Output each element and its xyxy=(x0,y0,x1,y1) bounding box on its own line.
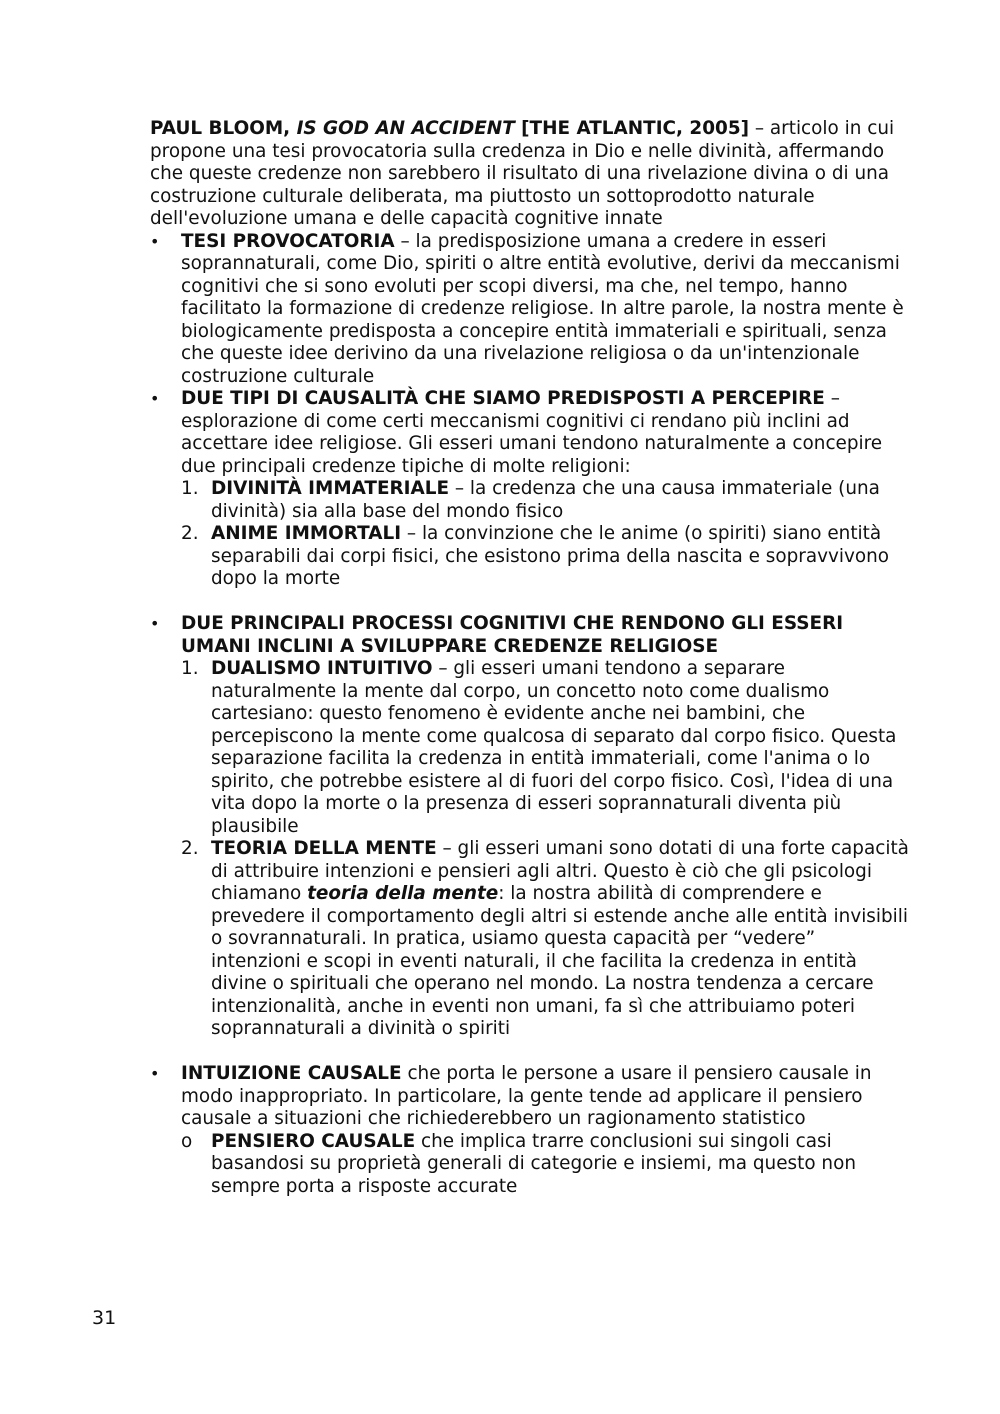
list-item xyxy=(181,658,910,838)
numbered-list xyxy=(181,478,910,591)
bullet-text: – esplorazione di come certi meccanismi cognitivi ci rendano più inclini ad accettare idee religiose. Gli esseri umani tendono naturalmente a concepire due principali credenze tipiche di molte religioni: xyxy=(181,388,883,477)
spacer xyxy=(181,1041,910,1064)
bullet-item-tesi xyxy=(150,231,910,389)
list-item-title: TEORIA DELLA MENTE xyxy=(211,838,437,859)
list-item xyxy=(181,1131,910,1199)
list-item-title: DUALISMO INTUITIVO xyxy=(211,658,433,679)
sub-list xyxy=(181,1131,910,1199)
bullet-list xyxy=(150,231,910,1199)
intro-author: PAUL BLOOM, xyxy=(150,118,297,139)
list-item-text: – la credenza che una causa immateriale (una divinità) sia alla base del mondo fisico xyxy=(211,478,880,522)
list-item-text: – la convinzione che le anime (o spiriti) siano entità separabili dai corpi fisici, che esistono prima della nascita e sopravvivono dopo la morte xyxy=(211,523,890,589)
bullet-item-processi xyxy=(150,613,910,1063)
list-item-title: DIVINITÀ IMMATERIALE xyxy=(211,478,450,499)
bullet-title: DUE PRINCIPALI PROCESSI COGNITIVI CHE RENDONO GLI ESSERI UMANI INCLINI A SVILUPPARE CREDENZE RELIGIOSE xyxy=(181,613,844,657)
intro-source: [THE ATLANTIC, 2005] xyxy=(514,118,750,139)
intro-paragraph xyxy=(150,118,910,231)
list-item-title: ANIME IMMORTALI xyxy=(211,523,402,544)
list-item-text: – gli esseri umani tendono a separare naturalmente la mente dal corpo, un concetto noto come dualismo cartesiano: questo fenomeno è evidente anche nei bambini, che percepiscono la mente come qualcosa di separato dal corpo fisico. Questa separazione facilita la credenza in entità immateriali, come l'anima o lo spirito, che potrebbe esistere al di fuori del corpo fisico. Così, l'idea di una vita dopo la morte o la presenza di esseri soprannaturali diventa più plausibile xyxy=(211,658,897,837)
bullet-text: – la predisposizione umana a credere in esseri soprannaturali, come Dio, spiriti o altre entità evolutive, derivi da meccanismi cognitivi che si sono evoluti per scopi diversi, ma che, nel tempo, hanno facilitato la formazione di credenze religiose. In altre parole, la nostra mente è biologicamente predisposta a concepire entità immateriali e spirituali, senza che queste idee derivino da una rivelazione religiosa o da un'intenzionale costruzione culturale xyxy=(181,230,904,387)
page-number: 31 xyxy=(92,1307,117,1329)
list-item xyxy=(181,838,910,1041)
list-item-text: che implica trarre conclusioni sui singoli casi basandosi su proprietà generali di categorie e insiemi, ma questo non sempre porta a risposte accurate xyxy=(211,1130,856,1197)
document-body xyxy=(150,118,910,1198)
list-item xyxy=(181,478,910,523)
bullet-icon: • xyxy=(150,231,160,251)
list-item xyxy=(181,523,910,591)
emphasis-term: teoria della mente xyxy=(307,883,499,904)
intro-text: – articolo in cui propone una tesi provocatoria sulla credenza in Dio e nelle divinità, affermando che queste credenze non sarebbero il risultato di una rivelazione divina o di una costruzione culturale deliberata, ma piuttosto un sottoprodotto naturale dell'evoluzione umana e delle capacità cognitive innate xyxy=(150,118,895,229)
list-number: 1. xyxy=(181,658,199,679)
list-number: 2. xyxy=(181,523,199,544)
list-number: 1. xyxy=(181,478,199,499)
list-item-text: – gli esseri umani sono dotati di una forte capacità di attribuire intenzioni e pensieri agli altri. Questo è ciò che gli psicologi chiamano xyxy=(211,838,909,904)
list-number: 2. xyxy=(181,838,199,859)
spacer xyxy=(181,591,910,614)
bullet-icon: • xyxy=(150,389,160,408)
bullet-icon: • xyxy=(150,1064,160,1083)
bullet-title: TESI PROVOCATORIA xyxy=(181,230,395,252)
list-item-text: : la nostra abilità di comprendere e prevedere il comportamento degli altri si estende anche alle entità invisibili o sovrannaturali. In pratica, usiamo questa capacità per “vedere” intenzioni e scopi in eventi naturali, il che facilita la credenza in entità divine o spirituali che operano nel mondo. La nostra tendenza a cercare intenzionalità, anche in eventi non umani, fa sì che attribuiamo poteri soprannaturali a divinità o spiriti xyxy=(211,883,909,1039)
bullet-text: che porta le persone a usare il pensiero causale in modo inappropriato. In particolare, la gente tende ad applicare il pensiero causale a situazioni che richiederebbero un ragionamento statistico xyxy=(181,1063,872,1129)
list-item-title: PENSIERO CAUSALE xyxy=(211,1130,416,1152)
intro-work-title: IS GOD AN ACCIDENT xyxy=(296,118,515,139)
bullet-item-causalita xyxy=(150,388,910,613)
bullet-title: INTUIZIONE CAUSALE xyxy=(181,1063,402,1084)
list-marker: o xyxy=(181,1130,193,1152)
bullet-icon: • xyxy=(150,614,160,633)
bullet-title: DUE TIPI DI CAUSALITÀ CHE SIAMO PREDISPOSTI A PERCEPIRE xyxy=(181,388,825,409)
bullet-item-intuizione xyxy=(150,1063,910,1198)
numbered-list xyxy=(181,658,910,1041)
